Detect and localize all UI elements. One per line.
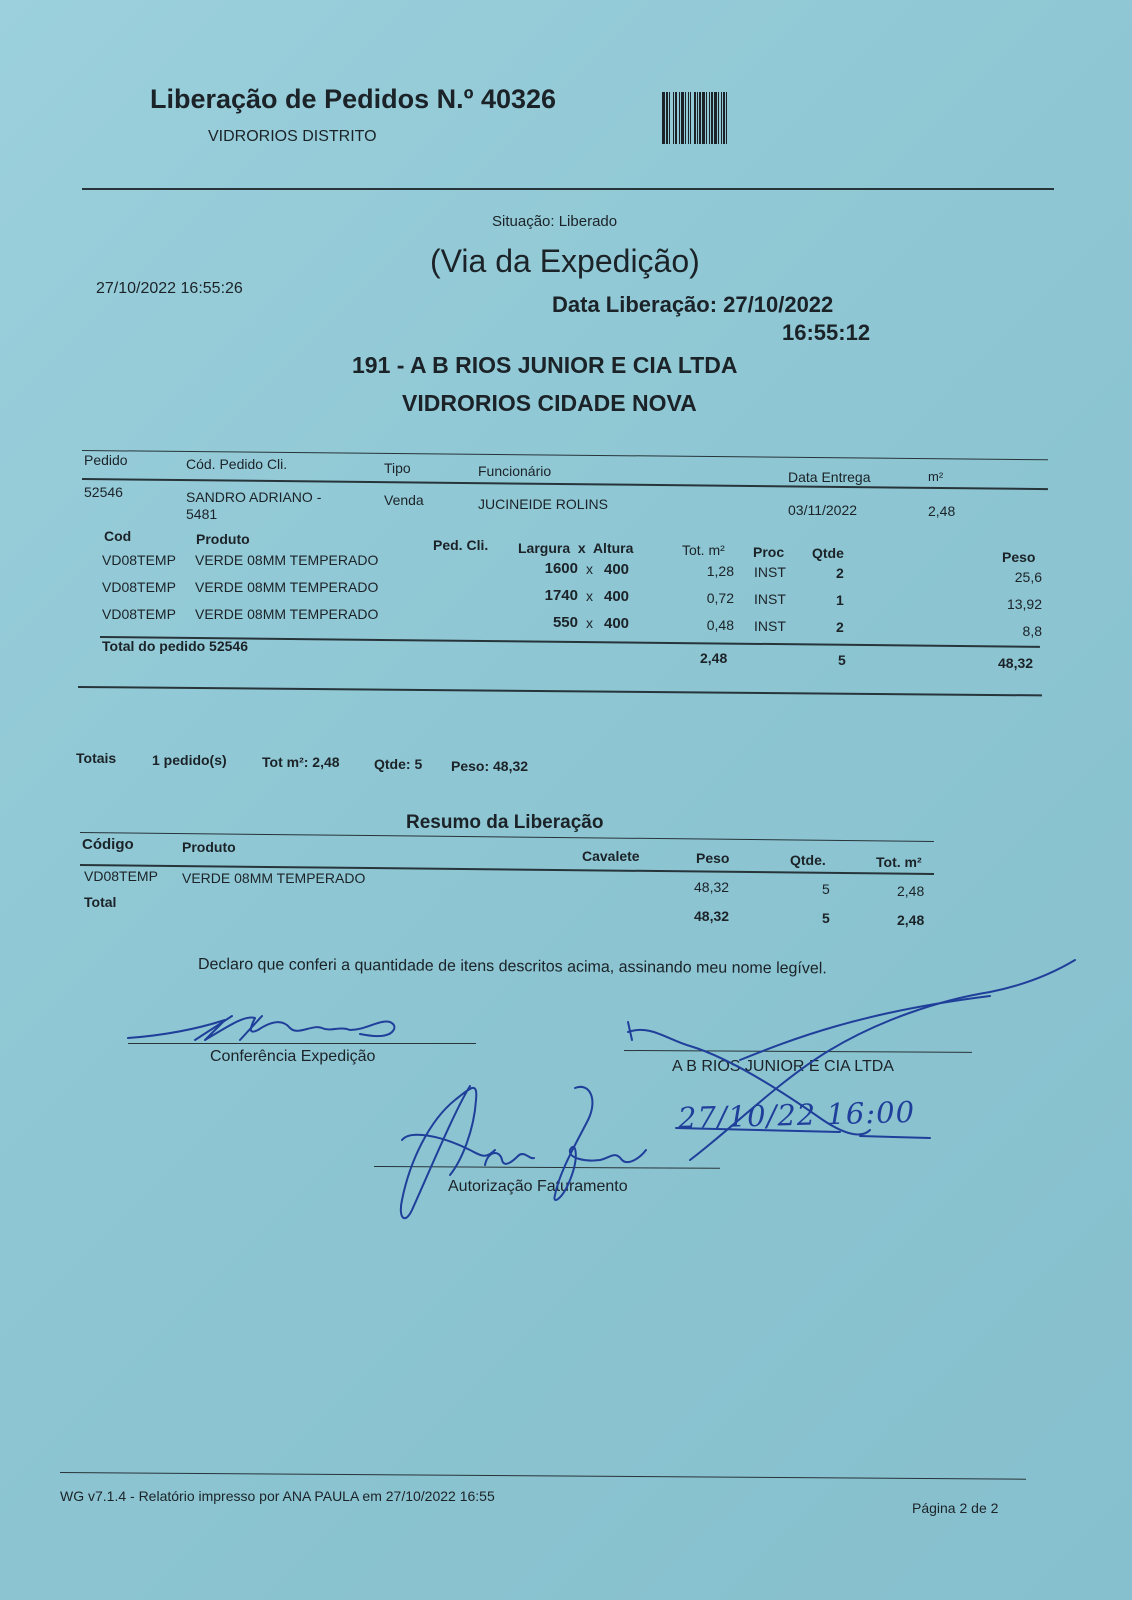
items-col-cod: Cod bbox=[104, 528, 132, 544]
col-funcionario: Funcionário bbox=[478, 463, 552, 479]
autorizacao-label: Autorização Faturamento bbox=[448, 1178, 628, 1195]
summary-row-codigo: VD08TEMP bbox=[84, 868, 158, 884]
summary-col-cavalete: Cavalete bbox=[582, 848, 640, 864]
summary-row-peso: 48,32 bbox=[694, 879, 730, 895]
autorizacao-signature-ink bbox=[401, 1086, 476, 1218]
item-largura: 1740 bbox=[544, 587, 578, 604]
order-total-label: Total do pedido 52546 bbox=[102, 638, 248, 654]
item-largura: 550 bbox=[552, 614, 578, 631]
print-datetime: 27/10/2022 16:55:26 bbox=[96, 280, 243, 297]
item-qtde: 2 bbox=[836, 565, 844, 581]
footer-printed-by: WG v7.1.4 - Relatório impresso por ANA PAULA em 27/10/2022 16:55 bbox=[60, 1488, 495, 1504]
situation-text: Situação: Liberado bbox=[492, 213, 618, 230]
document-title: Liberação de Pedidos N.º 40326 bbox=[150, 84, 557, 114]
via-title: (Via da Expedição) bbox=[430, 243, 700, 279]
col-data-entrega: Data Entrega bbox=[788, 469, 871, 485]
items-col-peso: Peso bbox=[1002, 549, 1036, 565]
summary-total-tot-m2: 2,48 bbox=[897, 912, 925, 928]
item-proc: INST bbox=[754, 591, 786, 607]
item-qtde: 1 bbox=[836, 592, 844, 608]
item-produto: VERDE 08MM TEMPERADO bbox=[195, 552, 379, 568]
col-pedido: Pedido bbox=[84, 452, 128, 468]
item-largura: 1600 bbox=[544, 560, 578, 577]
footer-page-number: Página 2 de 2 bbox=[912, 1500, 999, 1516]
items-col-largura-altura: Largura x Altura bbox=[518, 540, 634, 556]
item-tot-m2: 0,48 bbox=[706, 617, 734, 633]
col-cod-pedido-cli: Cód. Pedido Cli. bbox=[186, 456, 288, 472]
summary-total-peso: 48,32 bbox=[694, 908, 730, 924]
items-col-tot-m2: Tot. m² bbox=[682, 542, 725, 558]
item-produto: VERDE 08MM TEMPERADO bbox=[195, 606, 379, 622]
summary-row-produto: VERDE 08MM TEMPERADO bbox=[182, 870, 366, 886]
order-cod-cli-2: 5481 bbox=[186, 506, 218, 522]
item-cod: VD08TEMP bbox=[102, 552, 176, 568]
summary-title: Resumo da Liberação bbox=[406, 812, 604, 833]
summary-total-label: Total bbox=[84, 894, 117, 910]
order-cod-cli-1: SANDRO ADRIANO - bbox=[186, 489, 322, 505]
conferencia-signature-ink bbox=[128, 1017, 394, 1040]
item-proc: INST bbox=[754, 564, 786, 580]
item-altura: 400 bbox=[604, 588, 630, 605]
item-altura: 400 bbox=[604, 561, 630, 578]
summary-col-qtde: Qtde. bbox=[790, 852, 826, 868]
summary-col-codigo: Código bbox=[82, 836, 134, 853]
order-total-m2: 2,48 bbox=[700, 650, 728, 666]
order-total-peso: 48,32 bbox=[998, 655, 1034, 671]
totals-peso: Peso: 48,32 bbox=[451, 758, 529, 774]
summary-row-tot-m2: 2,48 bbox=[897, 883, 925, 899]
handwritten-date: 27/10/22 16:00 bbox=[677, 1094, 916, 1136]
item-tot-m2: 0,72 bbox=[706, 590, 734, 606]
declaration-text: Declaro que conferi a quantidade de itens descritos acima, assinando meu nome legível. bbox=[197, 956, 827, 978]
totals-pedidos: 1 pedido(s) bbox=[152, 752, 227, 768]
item-qtde: 2 bbox=[836, 619, 844, 635]
item-x: x bbox=[586, 615, 593, 631]
item-peso: 25,6 bbox=[1014, 569, 1042, 585]
order-tipo: Venda bbox=[384, 492, 424, 508]
item-cod: VD08TEMP bbox=[102, 579, 176, 595]
totals-qtde: Qtde: 5 bbox=[374, 756, 423, 772]
conferencia-label: Conferência Expedição bbox=[210, 1048, 376, 1065]
item-peso: 13,92 bbox=[1006, 596, 1042, 612]
order-data-entrega: 03/11/2022 bbox=[788, 502, 858, 518]
order-pedido: 52546 bbox=[84, 484, 123, 500]
client-line: 191 - A B RIOS JUNIOR E CIA LTDA bbox=[352, 352, 738, 378]
item-tot-m2: 1,28 bbox=[706, 563, 734, 579]
company-name: VIDRORIOS DISTRITO bbox=[208, 128, 377, 145]
release-time: 16:55:12 bbox=[782, 320, 871, 345]
item-produto: VERDE 08MM TEMPERADO bbox=[195, 579, 379, 595]
item-altura: 400 bbox=[604, 615, 630, 632]
client-sub: VIDRORIOS CIDADE NOVA bbox=[402, 390, 697, 416]
items-col-ped-cli: Ped. Cli. bbox=[433, 537, 489, 553]
item-x: x bbox=[586, 561, 593, 577]
items-col-qtde: Qtde bbox=[812, 545, 844, 561]
order-funcionario: JUCINEIDE ROLINS bbox=[478, 496, 608, 512]
items-col-proc: Proc bbox=[753, 544, 785, 560]
summary-col-tot-m2: Tot. m² bbox=[876, 854, 922, 870]
release-date: Data Liberação: 27/10/2022 bbox=[552, 292, 834, 317]
summary-total-qtde: 5 bbox=[822, 910, 830, 926]
summary-row-qtde: 5 bbox=[822, 881, 830, 897]
item-peso: 8,8 bbox=[1022, 623, 1042, 639]
order-total-qtde: 5 bbox=[838, 652, 846, 668]
totals-tot-m2: Tot m²: 2,48 bbox=[262, 754, 340, 770]
summary-col-produto: Produto bbox=[182, 839, 236, 855]
col-m2: m² bbox=[928, 469, 944, 484]
company-signature-label: A B RIOS JUNIOR E CIA LTDA bbox=[672, 1058, 894, 1075]
order-m2: 2,48 bbox=[928, 503, 956, 519]
summary-col-peso: Peso bbox=[696, 850, 730, 866]
col-tipo: Tipo bbox=[384, 460, 411, 476]
totals-label: Totais bbox=[76, 750, 117, 766]
item-cod: VD08TEMP bbox=[102, 606, 176, 622]
items-col-produto: Produto bbox=[196, 531, 250, 547]
item-proc: INST bbox=[754, 618, 786, 634]
item-x: x bbox=[586, 588, 593, 604]
